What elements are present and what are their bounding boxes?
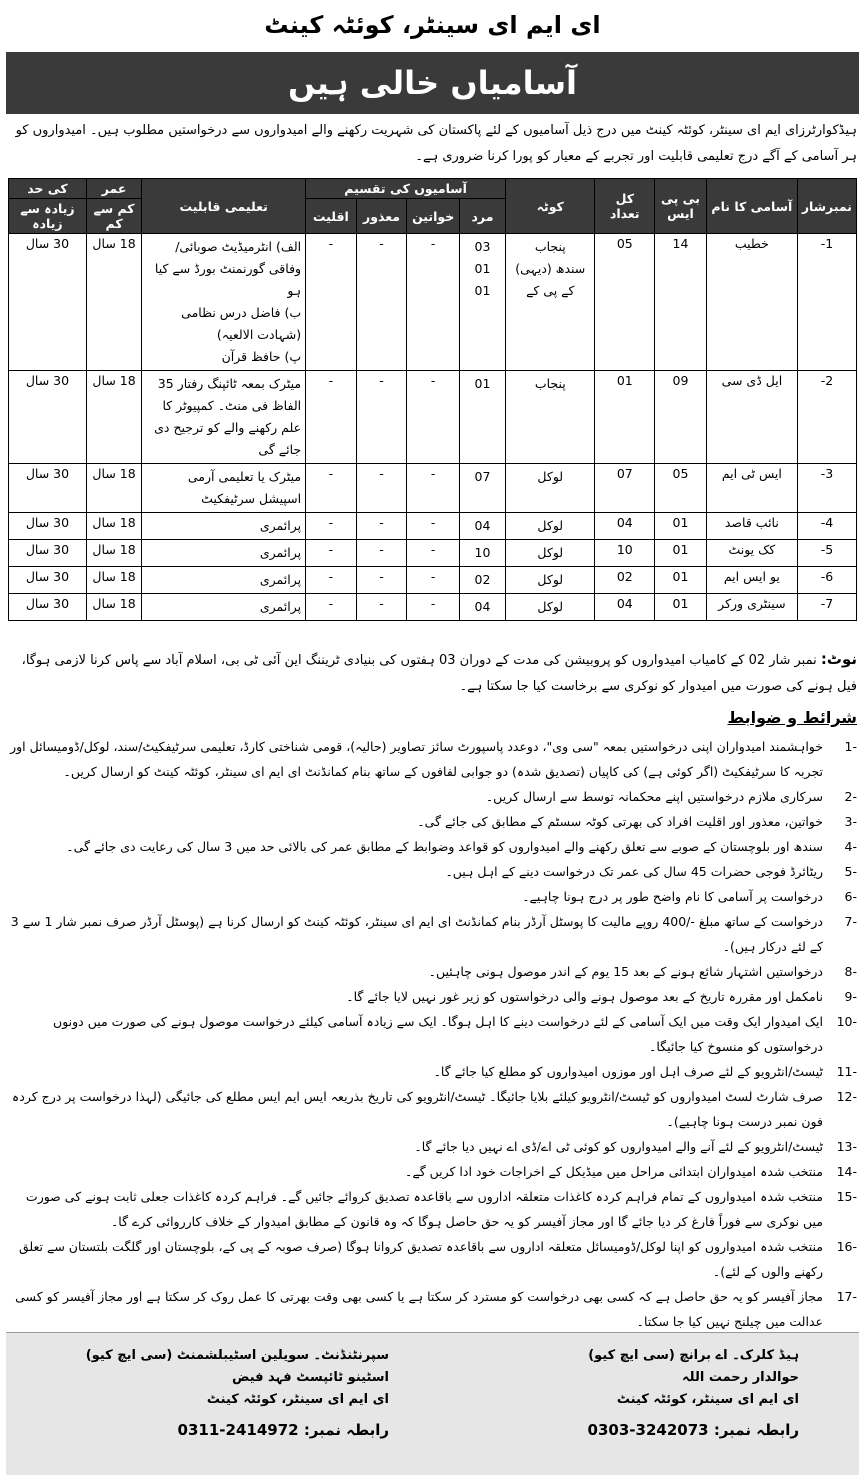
condition-text: نامکمل اور مقررہ تاریخ کے بعد موصول ہونے والی درخواستوں کو زیر غور نہیں لایا جائے گا۔ <box>346 989 823 1004</box>
cell-female: - <box>407 567 459 594</box>
cell-serial: 3- <box>797 464 856 513</box>
cell-bps: 01 <box>655 540 707 567</box>
th-male: مرد <box>459 199 505 234</box>
condition-item <box>8 1184 857 1234</box>
cell-disabled: - <box>356 464 407 513</box>
cell-male: 02 <box>459 567 505 594</box>
cell-total: 10 <box>595 540 655 567</box>
condition-item <box>8 1084 857 1134</box>
condition-number: -2 <box>844 789 857 804</box>
cell-serial: 1- <box>797 234 856 371</box>
cell-min-age: 18 سال <box>86 567 141 594</box>
cell-disabled: - <box>356 594 407 621</box>
cell-minority: - <box>306 594 357 621</box>
condition-text: منتخب شدہ امیدواروں کو اپنا لوکل/ڈومیسائل متعلقہ اداروں سے باقاعدہ تصدیق کروانا ہوگا (صرف صوبہ کے پی کے، بلوچستان اور گلگت بلتستان سے تعلق رکھنے والوں کے لئے)۔ <box>18 1239 823 1279</box>
cell-quota: لوکل <box>506 540 595 567</box>
cell-post: یو ایس ایم <box>706 567 797 594</box>
th-quota: کوٹہ <box>506 179 595 234</box>
cell-max-age: 30 سال <box>9 234 87 371</box>
cell-qualification: پرائمری <box>142 594 306 621</box>
cell-total: 02 <box>595 567 655 594</box>
cell-serial: 6- <box>797 567 856 594</box>
condition-number: -12 <box>836 1089 857 1104</box>
condition-item <box>8 809 857 834</box>
condition-item <box>8 784 857 809</box>
cell-total: 04 <box>595 513 655 540</box>
condition-number: -5 <box>844 864 857 879</box>
contact-right-line3: ای ایم ای سینٹر، کوئٹہ کینٹ <box>616 1392 799 1407</box>
cell-post: ایس ٹی ایم <box>706 464 797 513</box>
cell-qualification: الف) انٹرمیڈیٹ صوبائی/وفاقی گورنمنٹ بورڈ سے کیا ہو ب) فاضل درس نظامی (شہادت الالعیہ) پ) حافظ قرآن <box>142 234 306 371</box>
cell-female: - <box>407 234 459 371</box>
cell-min-age: 18 سال <box>86 540 141 567</box>
cell-total: 01 <box>595 371 655 464</box>
note-text: نمبر شار 02 کے کامیاب امیدواروں کو پروبیشن کی مدت کے دوران 03 ہفتوں کی بنیادی ٹریننگ این آئی ٹی بی، اسلام آباد سے پاس کرنا لازمی ہوگا، فیل ہونے کی صورت میں امیدوار کو نوکری سے برخاست کیا جا سکتا ہے۔ <box>21 653 857 694</box>
condition-number: -14 <box>836 1164 857 1179</box>
cell-max-age: 30 سال <box>9 371 87 464</box>
th-post: آسامی کا نام <box>706 179 797 234</box>
note-block <box>8 646 857 700</box>
table-row <box>9 567 857 594</box>
contact-left-line2: اسٹینو ٹائپسٹ فہد فیض <box>231 1370 389 1385</box>
cell-min-age: 18 سال <box>86 234 141 371</box>
th-max-age: زیادہ سے زیادہ <box>9 199 87 234</box>
cell-male: 10 <box>459 540 505 567</box>
cell-minority: - <box>306 371 357 464</box>
table-row <box>9 513 857 540</box>
cell-quota: لوکل <box>506 464 595 513</box>
table-row <box>9 234 857 371</box>
condition-number: -17 <box>836 1289 857 1304</box>
cell-post: ایل ڈی سی <box>706 371 797 464</box>
cell-minority: - <box>306 567 357 594</box>
contact-left <box>0 1345 389 1441</box>
cell-female: - <box>407 594 459 621</box>
cell-male: 04 <box>459 594 505 621</box>
cell-female: - <box>407 371 459 464</box>
th-min-age: کم سے کم <box>86 199 141 234</box>
th-qualification: تعلیمی قابلیت <box>142 179 306 234</box>
cell-max-age: 30 سال <box>9 513 87 540</box>
condition-item <box>8 734 857 784</box>
cell-total: 05 <box>595 234 655 371</box>
condition-text: درخواستیں اشتہار شائع ہونے کے بعد 15 یوم کے اندر موصول ہونی چاہئیں۔ <box>428 964 823 979</box>
th-age: عمر <box>86 179 141 199</box>
cell-max-age: 30 سال <box>9 540 87 567</box>
banner-text: آسامیاں خالی ہیں <box>288 64 578 102</box>
th-disabled: معذور <box>356 199 407 234</box>
condition-text: ٹیسٹ/انٹرویو کے لئے آنے والے امیدواروں کو کوئی ٹی اے/ڈی اے نہیں دیا جائے گا۔ <box>414 1139 823 1154</box>
condition-item <box>8 984 857 1009</box>
cell-post: خطیب <box>706 234 797 371</box>
cell-quota: پنجاب <box>506 371 595 464</box>
cell-female: - <box>407 513 459 540</box>
note-label: نوٹ: <box>820 650 857 668</box>
contact-left-phone-row <box>0 1419 389 1441</box>
vacancy-table <box>8 178 857 621</box>
condition-text: سندھ اور بلوچستان کے صوبے سے تعلق رکھنے والے امیدواروں کو قواعد وضوابط کے مطابق عمر کی بالائی حد میں 3 سال کی رعایت دی جائے گی۔ <box>66 839 823 854</box>
condition-item <box>8 1159 857 1184</box>
cell-minority: - <box>306 540 357 567</box>
th-distribution: آسامیوں کی تقسیم <box>306 179 506 199</box>
cell-female: - <box>407 464 459 513</box>
cell-qualification: پرائمری <box>142 567 306 594</box>
cell-max-age: 30 سال <box>9 594 87 621</box>
table-row <box>9 540 857 567</box>
condition-item <box>8 1059 857 1084</box>
condition-item <box>8 1134 857 1159</box>
contact-left-line3: ای ایم ای سینٹر، کوئٹہ کینٹ <box>206 1392 389 1407</box>
cell-bps: 05 <box>655 464 707 513</box>
cell-disabled: - <box>356 567 407 594</box>
cell-quota: پنجاب سندھ (دیہی) کے پی کے <box>506 234 595 371</box>
condition-item <box>8 909 857 959</box>
cell-serial: 2- <box>797 371 856 464</box>
cell-male: 04 <box>459 513 505 540</box>
condition-item <box>8 1009 857 1059</box>
vacancy-banner <box>6 52 859 114</box>
cell-post: سینٹری ورکر <box>706 594 797 621</box>
contact-right-line1: ہیڈ کلرک۔ اے برانچ (سی ایچ کیو) <box>588 1348 799 1363</box>
condition-number: -9 <box>844 989 857 1004</box>
condition-number: -13 <box>836 1139 857 1154</box>
contact-right <box>399 1345 799 1441</box>
condition-text: ایک امیدوار ایک وقت میں ایک آسامی کے لئے درخواست دینے کا اہل ہوگا۔ ایک سے زیادہ آسامی کیلئے درخواست موصول ہونے کی صورت میں دونوں درخواستوں کو منسوخ کیا جائیگا۔ <box>53 1014 823 1054</box>
th-minority: اقلیت <box>306 199 357 234</box>
cell-bps: 14 <box>655 234 707 371</box>
condition-item <box>8 1284 857 1334</box>
condition-text: منتخب شدہ امیدواران ابتدائی مراحل میں میڈیکل کے اخراجات خود ادا کریں گے۔ <box>405 1164 823 1179</box>
condition-text: مجاز آفیسر کو یہ حق حاصل ہے کہ کسی بھی درخواست کو مسترد کر سکتا ہے یا کسی بھی وقت بھرتی کا عمل روک کر سکتا ہے اور مجاز آفیسر کو کسی عدالت میں چیلنج نہیں کیا جا سکتا۔ <box>15 1289 823 1329</box>
contact-right-line2: حوالدار رحمت اللہ <box>682 1370 799 1385</box>
cell-male: 01 <box>459 371 505 464</box>
condition-text: درخواست پر آسامی کا نام واضح طور پر درج ہونا چاہیے۔ <box>522 889 823 904</box>
condition-text: صرف شارٹ لسٹ امیدواروں کو ٹیسٹ/انٹرویو کیلئے بلایا جائیگا۔ ٹیسٹ/انٹرویو کی تاریخ بذریعہ ایس ایم ایس مطلع کی جائیگی (لہذا درخواست پر درج کردہ فون نمبر درست ہونا چاہیے)۔ <box>11 1089 823 1129</box>
page-header <box>0 0 865 50</box>
cell-min-age: 18 سال <box>86 464 141 513</box>
cell-min-age: 18 سال <box>86 594 141 621</box>
cell-female: - <box>407 540 459 567</box>
cell-post: کک یونٹ <box>706 540 797 567</box>
condition-item <box>8 959 857 984</box>
vacancy-table-body <box>9 234 857 621</box>
table-row <box>9 371 857 464</box>
cell-disabled: - <box>356 540 407 567</box>
header-title: ای ایم ای سینٹر، کوئٹہ کینٹ <box>264 11 601 39</box>
cell-disabled: - <box>356 234 407 371</box>
condition-text: سرکاری ملازم درخواستیں اپنے محکمانہ توسط سے ارسال کریں۔ <box>485 789 823 804</box>
condition-item <box>8 859 857 884</box>
conditions-title: شرائط و ضوابط <box>727 708 857 727</box>
cell-min-age: 18 سال <box>86 371 141 464</box>
contact-right-phone: 0303-3242073 <box>587 1421 709 1439</box>
cell-bps: 01 <box>655 567 707 594</box>
cell-quota: لوکل <box>506 567 595 594</box>
cell-max-age: 30 سال <box>9 464 87 513</box>
condition-text: منتخب شدہ امیدواروں کے تمام فراہم کردہ کاغذات متعلقہ اداروں سے باقاعدہ تصدیق کروائے جائیں گے۔ فراہم کردہ کاغذات جعلی ثابت ہونے کی صورت میں نوکری سے فوراً فارغ کر دیا جائے گا اور مجاز آفیسر کو یہ حق حاصل ہوگا کہ وہ قانون کے مطابق امیدوار کے خلاف کارروائی کرے گا۔ <box>25 1189 823 1229</box>
condition-number: -16 <box>836 1239 857 1254</box>
cell-post: نائب قاصد <box>706 513 797 540</box>
contact-right-phone-row <box>399 1419 799 1441</box>
condition-text: ٹیسٹ/انٹرویو کے لئے صرف اہل اور موزوں امیدواروں کو مطلع کیا جائے گا۔ <box>433 1064 823 1079</box>
cell-total: 07 <box>595 464 655 513</box>
cell-qualification: پرائمری <box>142 513 306 540</box>
th-female: خواتین <box>407 199 459 234</box>
condition-item <box>8 1234 857 1284</box>
intro-paragraph: ہیڈکوارٹرزای ایم ای سینٹر، کوئٹہ کینٹ میں درج ذیل آسامیوں کے لئے پاکستان کی شہریت رکھنے والے امیدواروں سے درخواستیں مطلوب ہیں۔ امیدواروں کو ہر آسامی کے آگے درج تعلیمی قابلیت اور تجربے کے معیار کو پورا کرنا ضروری ہے۔ <box>15 123 857 164</box>
cell-minority: - <box>306 513 357 540</box>
cell-quota: لوکل <box>506 513 595 540</box>
contact-footer <box>6 1332 859 1475</box>
cell-quota: لوکل <box>506 594 595 621</box>
th-total: کل تعداد <box>595 179 655 234</box>
cell-disabled: - <box>356 371 407 464</box>
contact-right-phone-label: رابطہ نمبر: <box>713 1421 799 1439</box>
contact-left-line1: سپرنٹنڈنٹ۔ سویلین اسٹیبلشمنٹ (سی ایچ کیو) <box>85 1348 389 1363</box>
condition-number: -4 <box>844 839 857 854</box>
cell-male: 07 <box>459 464 505 513</box>
condition-text: خواتین، معذور اور اقلیت افراد کی بھرتی کوٹہ سسٹم کے مطابق کی جائے گی۔ <box>417 814 823 829</box>
cell-total: 04 <box>595 594 655 621</box>
cell-bps: 01 <box>655 513 707 540</box>
cell-max-age: 30 سال <box>9 567 87 594</box>
cell-qualification: میٹرک بمعہ ٹائپنگ رفتار 35 الفاظ فی منٹ۔ کمپیوٹر کا علم رکھنے والے کو ترجیح دی جائے گی <box>142 371 306 464</box>
cell-serial: 7- <box>797 594 856 621</box>
cell-serial: 4- <box>797 513 856 540</box>
cell-qualification: پرائمری <box>142 540 306 567</box>
condition-number: -3 <box>844 814 857 829</box>
condition-number: -1 <box>844 739 857 754</box>
cell-serial: 5- <box>797 540 856 567</box>
th-bps: بی پی ایس <box>655 179 707 234</box>
th-serial: نمبرشار <box>797 179 856 234</box>
cell-min-age: 18 سال <box>86 513 141 540</box>
cell-disabled: - <box>356 513 407 540</box>
cell-minority: - <box>306 464 357 513</box>
table-row <box>9 594 857 621</box>
condition-number: -10 <box>836 1014 857 1029</box>
contact-left-phone-label: رابطہ نمبر: <box>303 1421 389 1439</box>
table-row <box>9 464 857 513</box>
condition-item <box>8 834 857 859</box>
cell-bps: 09 <box>655 371 707 464</box>
condition-number: -7 <box>844 914 857 929</box>
condition-item <box>8 884 857 909</box>
th-age-limit: کی حد <box>9 179 87 199</box>
condition-number: -11 <box>836 1064 857 1079</box>
condition-text: ریٹائرڈ فوجی حضرات 45 سال کی عمر تک درخواست دینے کے اہل ہیں۔ <box>445 864 823 879</box>
cell-bps: 01 <box>655 594 707 621</box>
condition-number: -6 <box>844 889 857 904</box>
cell-qualification: میٹرک یا تعلیمی آرمی اسپیشل سرٹیفکیٹ <box>142 464 306 513</box>
contact-left-phone: 0311-2414972 <box>177 1421 299 1439</box>
condition-text: خواہشمند امیدواران اپنی درخواستیں بمعہ "سی وی"، دوعدد پاسپورٹ سائز تصاویر (حالیہ)، قومی شناختی کارڈ، تعلیمی سرٹیفکیٹ/سند، لوکل/ڈومیسائل اور تجربہ کا سرٹیفکیٹ (اگر کوئی ہے) کی کاپیاں (تصدیق شدہ) دو جوابی لفافوں کے ساتھ بنام کمانڈنٹ ای ایم ای سینٹر، کوئٹہ کینٹ کو ارسال کریں۔ <box>10 739 823 779</box>
cell-minority: - <box>306 234 357 371</box>
cell-male: 03 01 01 <box>459 234 505 371</box>
conditions-list <box>8 734 857 1334</box>
condition-text: درخواست کے ساتھ مبلغ -/400 روپے مالیت کا پوسٹل آرڈر بنام کمانڈنٹ ای ایم ای سینٹر، کوئٹہ کینٹ کو ارسال کرنا ہے (پوسٹل آرڈر صرف نمبر شار 1 سے 3 کے لئے درکار ہیں)۔ <box>10 914 823 954</box>
condition-number: -8 <box>844 964 857 979</box>
condition-number: -15 <box>836 1189 857 1204</box>
